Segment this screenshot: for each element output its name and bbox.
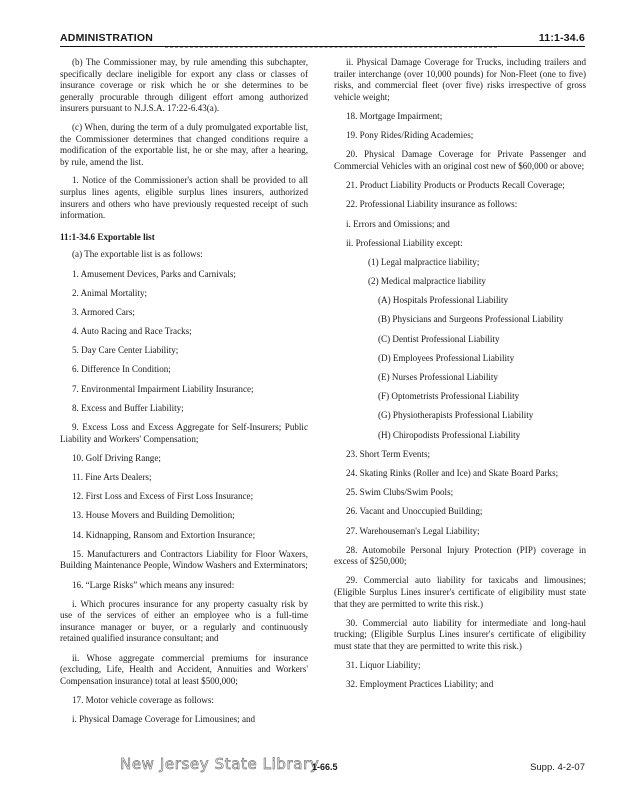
medical-item: (E) Nurses Professional Liability xyxy=(378,372,498,382)
list-item: 5. Day Care Center Liability; xyxy=(72,345,179,356)
list-item: 14. Kidnapping, Ransom and Extortion Insurance; xyxy=(72,529,256,540)
paragraph-b: (b) The Commissioner may, by rule amending this subchapter, specifically declare ineligible for export any class or classes of insurance coverage or risk which he or she determines to be generally procurable through diligent effort among authorized insurers pursuant to N.J.S.A. 17:22-6.43(a). xyxy=(60,57,308,114)
library-stamp: New Jersey State Library xyxy=(120,755,320,773)
list-item: 10. Golf Driving Range; xyxy=(72,452,161,463)
list-item: 30. Commercial auto liability for intermediate and long-haul trucking; (Eligible Surplus Lines insurer's certificate of eligibility must state that they are permitted to write this risk.) xyxy=(334,617,586,652)
list-item: 32. Employment Practices Liability; and xyxy=(346,679,494,690)
header-rule xyxy=(165,47,497,48)
medical-item: (F) Optometrists Professional Liability xyxy=(378,391,520,402)
list-item: 9. Excess Loss and Excess Aggregate for Self-Insurers; Public Liability and Workers' Compensation; xyxy=(60,422,308,444)
medical-item: (D) Employees Professional Liability xyxy=(378,352,515,363)
sub-sub-item: (2) Medical malpractice liability xyxy=(368,276,486,287)
medical-item: (A) Hospitals Professional Liability xyxy=(378,295,509,306)
sub-item: ii. Professional Liability except: xyxy=(346,237,463,248)
list-item: 11. Fine Arts Dealers; xyxy=(72,471,152,482)
list-item: 21. Product Liability Products or Products Recall Coverage; xyxy=(346,180,565,191)
paragraph-c-1: 1. Notice of the Commissioner's action shall be provided to all surplus lines agents, eligible surplus lines insurers, authorized insurers and others who have previously requested receipt of such information. xyxy=(60,175,308,221)
list-item: 17. Motor vehicle coverage as follows: xyxy=(72,695,214,706)
list-item: 24. Skating Rinks (Roller and Ice) and Skate Board Parks; xyxy=(346,467,559,478)
right-column xyxy=(334,57,586,699)
list-item: 13. House Movers and Building Demolition; xyxy=(72,510,235,521)
list-item: 4. Auto Racing and Race Tracks; xyxy=(72,326,192,337)
header-chapter-title: ADMINISTRATION xyxy=(60,32,154,44)
section-heading: 11:1-34.6 Exportable list xyxy=(60,231,155,242)
header-section-number: 11:1-34.6 xyxy=(538,32,585,44)
sub-item: i. Errors and Omissions; and xyxy=(346,218,450,229)
list-item: 15. Manufacturers and Contractors Liability for Floor Waxers, Building Maintenance People, Window Washers and Exterminators; xyxy=(60,548,308,571)
list-item: 18. Mortgage Impairment; xyxy=(346,110,443,121)
medical-item: (B) Physicians and Surgeons Professional Liability xyxy=(378,314,564,325)
list-item: 6. Difference In Condition; xyxy=(72,364,171,375)
list-item: 23. Short Term Events; xyxy=(346,448,431,459)
list-item: 16. “Large Risks” which means any insured: xyxy=(72,579,235,590)
list-item: 31. Liquor Liability; xyxy=(346,660,421,671)
sub-sub-item: (1) Legal malpractice liability; xyxy=(368,256,480,267)
sub-item: i. Physical Damage Coverage for Limousines; and xyxy=(72,714,256,725)
list-item: 29. Commercial auto liability for taxicabs and limousines; (Eligible Surplus Lines insurer's certificate of eligibility must state that they are permitted to write this risk.) xyxy=(334,575,586,609)
list-item: 7. Environmental Impairment Liability Insurance; xyxy=(72,383,254,394)
left-column xyxy=(60,57,308,733)
list-item: 3. Armored Cars; xyxy=(72,306,135,317)
list-item: 12. First Loss and Excess of First Loss Insurance; xyxy=(72,491,254,502)
supplement-date: Supp. 4-2-07 xyxy=(530,762,585,773)
list-item: 19. Pony Rides/Riding Academies; xyxy=(346,130,474,141)
list-item: 22. Professional Liability insurance as follows: xyxy=(346,199,518,210)
sub-item: ii. Whose aggregate commercial premiums for insurance (excluding, Life, Health and Accident, Annuities and Workers' Compensation insurance) total at least $500,000; xyxy=(60,652,308,686)
sub-item: i. Which procures insurance for any property casualty risk by use of the services of either an employee who is a full-time insurance manager or buyer, or a regularly and continuously retained qualified insurance consultant; and xyxy=(60,598,308,644)
list-item: 1. Amusement Devices, Parks and Carnivals; xyxy=(72,268,236,279)
paragraph-c: (c) When, during the term of a duly promulgated exportable list, the Commissioner determines that changed conditions require a modification of the exportable list, he or she may, after a hearing, by rule, amend the list. xyxy=(60,121,308,167)
medical-item: (G) Physiotherapists Professional Liability xyxy=(378,410,534,421)
page-number: 1-66.5 xyxy=(312,762,338,772)
list-item: 28. Automobile Personal Injury Protection (PIP) coverage in excess of $250,000; xyxy=(334,544,586,567)
list-item: 8. Excess and Buffer Liability; xyxy=(72,402,184,413)
running-header xyxy=(60,30,585,47)
medical-item: (H) Chiropodists Professional Liability xyxy=(378,429,521,440)
list-item: 25. Swim Clubs/Swim Pools; xyxy=(346,487,454,498)
paragraph-a: (a) The exportable list is as follows: xyxy=(72,249,203,260)
medical-item: (C) Dentist Professional Liability xyxy=(378,333,500,344)
list-item: 27. Warehouseman's Legal Liability; xyxy=(346,525,480,536)
list-item: 26. Vacant and Unoccupied Building; xyxy=(346,506,483,517)
sub-item: ii. Physical Damage Coverage for Trucks, including trailers and trailer interchange (over 10,000 pounds) for Non-Fleet (one to five) risks, and commercial fleet (over five) risks irrespective of gross vehicle weight; xyxy=(334,57,586,102)
list-item: 20. Physical Damage Coverage for Private Passenger and Commercial Vehicles with an original cost new of $60,000 or above; xyxy=(334,149,586,171)
list-item: 2. Animal Mortality; xyxy=(72,287,148,298)
